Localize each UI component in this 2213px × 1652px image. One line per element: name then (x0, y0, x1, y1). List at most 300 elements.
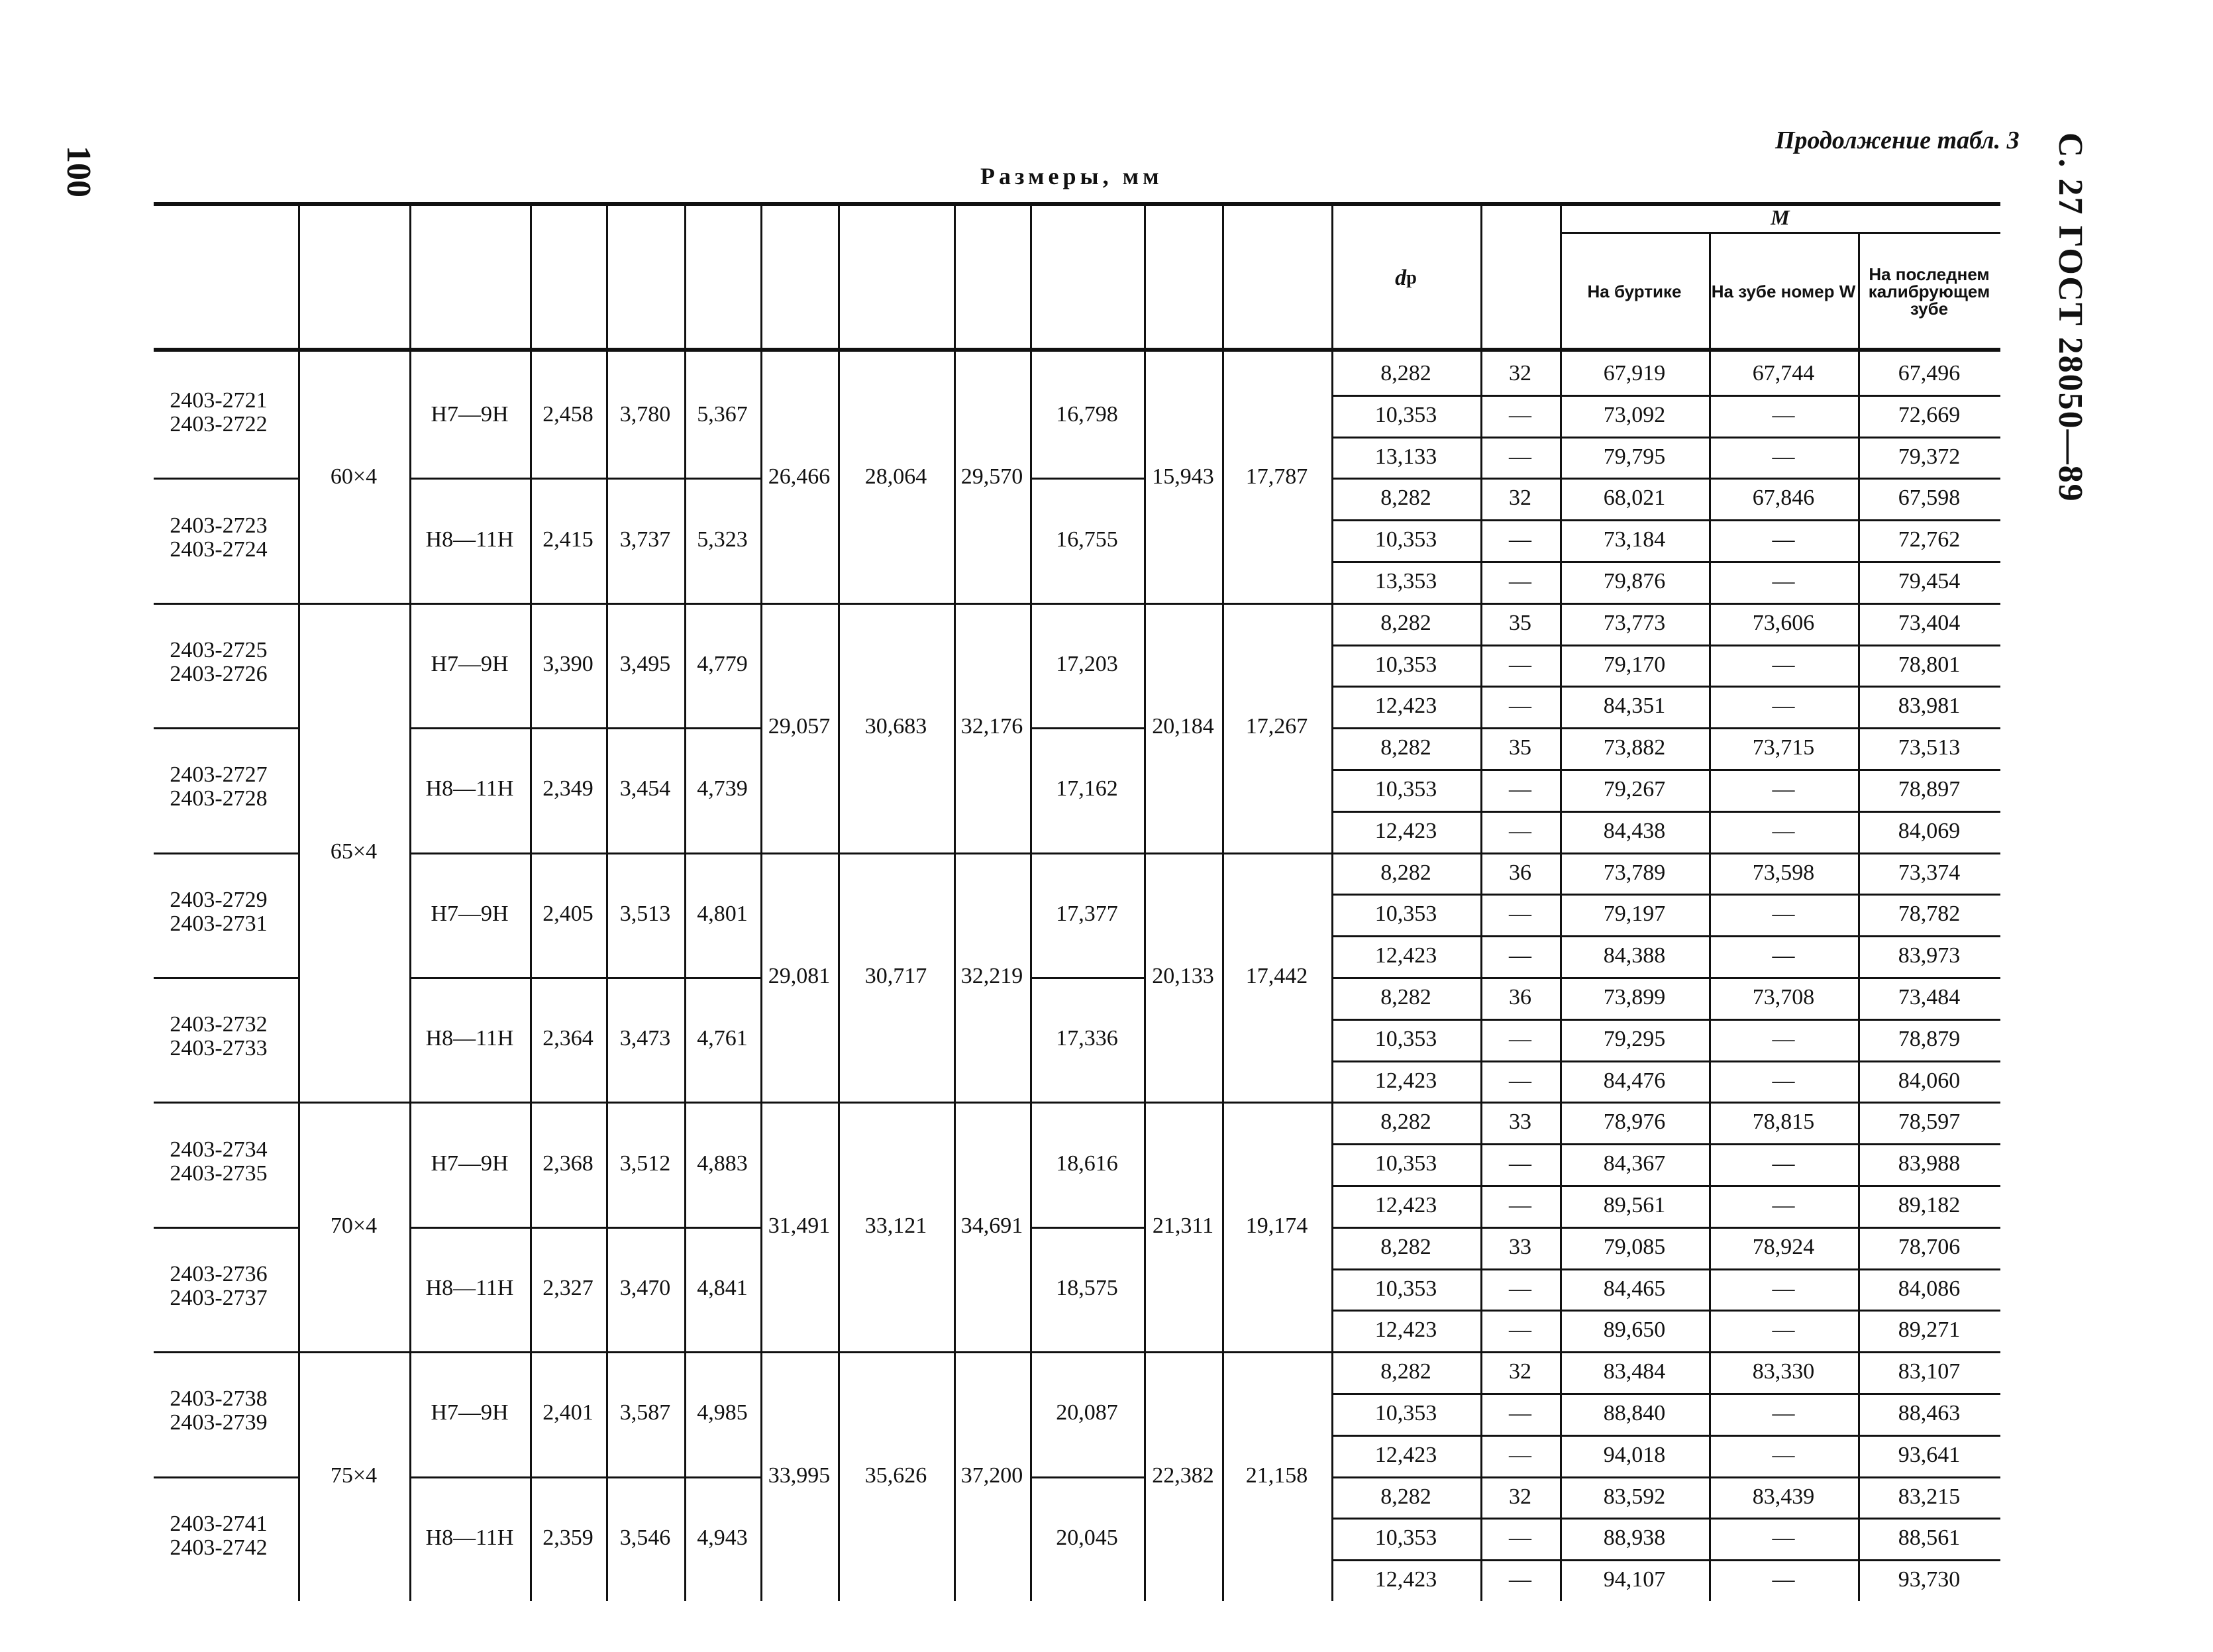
cell-y1: 31,491 (768, 1213, 831, 1238)
cell-m_bortik: 73,092 (1603, 402, 1666, 427)
cell-m_last: 78,706 (1898, 1234, 1961, 1259)
cell-m_zub: 73,708 (1752, 985, 1815, 1009)
cell-m_last: 84,069 (1898, 818, 1961, 843)
cell-m_last: 89,182 (1898, 1193, 1961, 1217)
cell-m_bortik: 84,476 (1603, 1068, 1666, 1093)
cell-m_bortik: 84,367 (1603, 1151, 1666, 1176)
cell-dp: 12,423 (1374, 694, 1437, 719)
cell-w: 32 (1509, 486, 1531, 511)
cell-dp: 10,353 (1374, 777, 1437, 801)
cell-y0: 22,382 (1152, 1463, 1214, 1488)
cell-x1: 2,458 (542, 402, 593, 427)
row-rule (1331, 1185, 2000, 1187)
cell-m_last: 79,454 (1898, 569, 1961, 594)
col-divider (1144, 202, 1146, 1601)
cell-m_last: 88,463 (1898, 1401, 1961, 1425)
cell-m_zub: 78,924 (1752, 1234, 1815, 1259)
cell-m_zub: 83,330 (1752, 1359, 1815, 1384)
col-divider (1222, 202, 1224, 1601)
row-rule (1331, 603, 2000, 605)
cell-r: 17,267 (1245, 714, 1308, 739)
cell-x1: 2,415 (542, 527, 593, 552)
cell-w: 33 (1509, 1110, 1531, 1135)
designation-codes: 2403-2736 2403-2737 (170, 1262, 268, 1310)
cell-m_last: 84,060 (1898, 1068, 1961, 1093)
cell-m_zub: — (1772, 1442, 1795, 1467)
cell-dp: 10,353 (1374, 402, 1437, 427)
cell-m_bortik: 68,021 (1603, 486, 1666, 511)
sub-rule (409, 1476, 760, 1478)
cell-m_last: 78,879 (1898, 1026, 1961, 1051)
cell-y3: 32,219 (960, 964, 1023, 988)
cell-dp: 8,282 (1380, 610, 1431, 635)
sub-rule (409, 1227, 760, 1229)
cell-dp: 8,282 (1380, 1484, 1431, 1509)
cell-x2: 3,473 (619, 1026, 671, 1051)
cell-w: — (1509, 1151, 1531, 1176)
cell-dxm: 60×4 (330, 464, 378, 490)
cell-m_zub: 73,598 (1752, 860, 1815, 885)
row-rule (1331, 1227, 2000, 1229)
cell-y3: 32,176 (960, 714, 1023, 739)
header-m_zub: На зубе номер W (1711, 282, 1856, 301)
cell-x3: 4,841 (697, 1276, 748, 1300)
cell-y0: 20,184 (1152, 714, 1214, 739)
cell-m_zub: — (1772, 444, 1795, 469)
cell-y1: 33,995 (768, 1463, 831, 1488)
sub-rule (154, 478, 298, 480)
cell-dp: 10,353 (1374, 1026, 1437, 1051)
cell-w: 35 (1509, 735, 1531, 760)
cell-dp: 12,423 (1374, 818, 1437, 843)
cell-w: — (1509, 1567, 1531, 1592)
cell-m_last: 88,561 (1898, 1525, 1961, 1551)
cell-w: — (1509, 444, 1531, 469)
header-y0 (1144, 209, 1222, 348)
sizes-label: Размеры, мм (980, 163, 1163, 189)
header-dxm (298, 209, 409, 348)
cell-x0: 17,377 (1056, 901, 1118, 926)
cell-w: — (1509, 402, 1531, 427)
cell-dp: 12,423 (1374, 943, 1437, 968)
group-rule (154, 852, 298, 854)
row-rule (1331, 1102, 2000, 1104)
cell-x0: 18,616 (1056, 1151, 1118, 1176)
cell-w: — (1509, 569, 1531, 594)
cell-dp: 8,282 (1380, 486, 1431, 511)
cell-m_zub: — (1772, 1525, 1795, 1551)
cell-m_zub: — (1772, 1567, 1795, 1592)
cell-m_last: 83,973 (1898, 943, 1961, 968)
row-rule (1331, 478, 2000, 480)
sub-rule (1030, 478, 1144, 480)
row-rule (1331, 1268, 2000, 1270)
cell-m_bortik: 83,484 (1603, 1359, 1666, 1384)
row-rule (1331, 519, 2000, 521)
cell-y3: 37,200 (960, 1463, 1023, 1488)
cell-m_last: 83,988 (1898, 1151, 1961, 1176)
sub-rule (154, 727, 298, 729)
cell-m_last: 93,641 (1898, 1442, 1961, 1467)
cell-y2: 28,064 (864, 464, 927, 490)
cell-w: 36 (1509, 860, 1531, 885)
cell-m_bortik: 73,184 (1603, 527, 1666, 552)
cell-x3: 4,739 (697, 776, 748, 801)
cell-m_bortik: 73,882 (1603, 735, 1666, 760)
cell-x1: 2,368 (542, 1151, 593, 1176)
cell-m_bortik: 84,388 (1603, 943, 1666, 968)
cell-m_last: 67,496 (1898, 361, 1961, 386)
cell-dp: 13,353 (1374, 569, 1437, 594)
cell-m_bortik: 84,351 (1603, 694, 1666, 719)
group-rule (409, 852, 1331, 854)
row-rule (1331, 1476, 2000, 1478)
cell-y1: 26,466 (768, 464, 831, 490)
row-rule (1331, 727, 2000, 729)
cell-m_bortik: 78,976 (1603, 1110, 1666, 1135)
cell-y1: 29,057 (768, 714, 831, 739)
row-rule (1331, 769, 2000, 771)
cell-w: 36 (1509, 985, 1531, 1009)
cell-m_bortik: 73,773 (1603, 610, 1666, 635)
header-y1 (760, 209, 838, 348)
cell-w: — (1509, 777, 1531, 801)
header-y2 (838, 209, 954, 348)
row-rule (1331, 395, 2000, 397)
cell-x3: 4,779 (697, 652, 748, 676)
designation-codes: 2403-2741 2403-2742 (170, 1511, 268, 1560)
cell-m_zub: — (1772, 1317, 1795, 1343)
cell-m_bortik: 79,795 (1603, 444, 1666, 469)
cell-m_last: 83,981 (1898, 694, 1961, 719)
cell-y2: 30,683 (864, 714, 927, 739)
header-x1 (530, 209, 606, 348)
cell-m_bortik: 79,197 (1603, 902, 1666, 927)
cell-dp: 8,282 (1380, 860, 1431, 885)
cell-x2: 3,587 (619, 1400, 671, 1425)
group-rule (409, 1351, 1331, 1353)
cell-m_zub: — (1772, 1193, 1795, 1217)
side-header: С. 27 ГОСТ 28050—89 (2051, 132, 2089, 503)
cell-dxm: 65×4 (330, 839, 378, 864)
cell-dp: 8,282 (1380, 735, 1431, 760)
cell-m_zub: 78,815 (1752, 1110, 1815, 1135)
cell-dp: 10,353 (1374, 652, 1437, 677)
cell-w: — (1509, 1401, 1531, 1425)
row-rule (1331, 645, 2000, 646)
cell-fit: H8—11H (425, 527, 514, 552)
group-rule (154, 603, 298, 605)
cell-x2: 3,546 (619, 1525, 671, 1550)
cell-w: — (1509, 1276, 1531, 1301)
cell-dp: 12,423 (1374, 1068, 1437, 1093)
designation-codes: 2403-2725 2403-2726 (170, 638, 268, 686)
sub-rule (409, 727, 760, 729)
col-divider (838, 202, 840, 1601)
cell-m_last: 83,215 (1898, 1484, 1961, 1509)
designation-codes: 2403-2729 2403-2731 (170, 887, 268, 936)
cell-m_bortik: 89,561 (1603, 1193, 1666, 1217)
cell-dxm: 75×4 (330, 1463, 378, 1488)
cell-y2: 33,121 (864, 1213, 927, 1238)
m-group-rule (1560, 232, 2000, 234)
col-divider (954, 202, 956, 1601)
cell-w: — (1509, 1525, 1531, 1551)
cell-fit: H8—11H (425, 1026, 514, 1051)
cell-w: — (1509, 1317, 1531, 1343)
sub-rule (1030, 1227, 1144, 1229)
cell-x1: 2,349 (542, 776, 593, 801)
page-number: 100 (60, 146, 97, 197)
designation-codes: 2403-2734 2403-2735 (170, 1137, 268, 1186)
cell-m_bortik: 67,919 (1603, 361, 1666, 386)
cell-dp: 12,423 (1374, 1317, 1437, 1343)
header-x2 (606, 209, 684, 348)
cell-m_zub: — (1772, 1026, 1795, 1051)
cell-m_bortik: 79,295 (1603, 1026, 1666, 1051)
sub-rule (1030, 977, 1144, 979)
cell-m_last: 89,271 (1898, 1317, 1961, 1343)
group-rule (298, 1351, 409, 1353)
cell-fit: H7—9H (431, 1151, 509, 1176)
cell-m_zub: — (1772, 1151, 1795, 1176)
cell-m_zub: — (1772, 402, 1795, 427)
cell-x1: 3,390 (542, 652, 593, 676)
cell-x2: 3,512 (619, 1151, 671, 1176)
col-divider (760, 202, 762, 1601)
cell-m_zub: — (1772, 902, 1795, 927)
cell-x0: 20,087 (1056, 1400, 1118, 1425)
row-rule (1331, 561, 2000, 563)
cell-x2: 3,737 (619, 527, 671, 552)
header-dp-sub: p (1406, 268, 1417, 288)
cell-m_bortik: 79,267 (1603, 777, 1666, 801)
cell-x3: 5,323 (697, 527, 748, 552)
cell-dp: 12,423 (1374, 1442, 1437, 1467)
cell-w: 32 (1509, 1484, 1531, 1509)
header-designation (154, 209, 298, 348)
cell-dp: 10,353 (1374, 1276, 1437, 1301)
cell-x3: 4,761 (697, 1026, 748, 1051)
cell-m_zub: 73,606 (1752, 610, 1815, 635)
cell-r: 19,174 (1245, 1213, 1308, 1238)
cell-x2: 3,513 (619, 901, 671, 926)
cell-m_bortik: 84,465 (1603, 1276, 1666, 1301)
group-rule (409, 603, 1331, 605)
row-rule (1331, 1143, 2000, 1145)
cell-dp: 12,423 (1374, 1193, 1437, 1217)
sub-rule (409, 478, 760, 480)
header-dp (1331, 209, 1480, 348)
cell-x3: 5,367 (697, 402, 748, 427)
cell-x2: 3,495 (619, 652, 671, 676)
cell-w: — (1509, 943, 1531, 968)
cell-x3: 4,801 (697, 901, 748, 926)
row-rule (1331, 437, 2000, 439)
cell-x0: 20,045 (1056, 1525, 1118, 1550)
cell-m_zub: 67,846 (1752, 486, 1815, 511)
row-rule (1331, 1060, 2000, 1062)
cell-m_zub: — (1772, 694, 1795, 719)
row-rule (1331, 894, 2000, 896)
cell-m_bortik: 73,789 (1603, 860, 1666, 885)
cell-fit: H7—9H (431, 402, 509, 427)
cell-w: — (1509, 527, 1531, 552)
cell-m_bortik: 89,650 (1603, 1317, 1666, 1343)
cell-m_zub: 73,715 (1752, 735, 1815, 760)
cell-r: 21,158 (1245, 1463, 1308, 1488)
cell-dp: 8,282 (1380, 1110, 1431, 1135)
group-rule (298, 603, 409, 605)
cell-m_zub: — (1772, 652, 1795, 677)
cell-m_zub: 67,744 (1752, 361, 1815, 386)
cell-dp: 8,282 (1380, 1359, 1431, 1384)
cell-m_last: 83,107 (1898, 1359, 1961, 1384)
cell-m_last: 93,730 (1898, 1567, 1961, 1592)
cell-w: — (1509, 1193, 1531, 1217)
header-y3 (954, 209, 1030, 348)
cell-x1: 2,405 (542, 901, 593, 926)
cell-w: — (1509, 818, 1531, 843)
cell-fit: H7—9H (431, 652, 509, 676)
designation-codes: 2403-2723 2403-2724 (170, 513, 268, 562)
designation-codes: 2403-2727 2403-2728 (170, 762, 268, 811)
header-m: M (1771, 205, 1790, 229)
row-rule (1331, 1019, 2000, 1021)
cell-m_zub: 83,439 (1752, 1484, 1815, 1509)
cell-m_last: 73,484 (1898, 985, 1961, 1009)
cell-dp: 10,353 (1374, 1525, 1437, 1551)
row-rule (1331, 1518, 2000, 1520)
cell-dp: 12,423 (1374, 1567, 1437, 1592)
col-divider (298, 202, 300, 1601)
cell-x1: 2,359 (542, 1525, 593, 1550)
row-rule (1331, 811, 2000, 813)
cell-dp: 8,282 (1380, 1234, 1431, 1259)
cell-m_last: 72,762 (1898, 527, 1961, 552)
group-rule (298, 1102, 409, 1104)
row-rule (1331, 977, 2000, 979)
header-m_bortik: На буртике (1587, 282, 1682, 301)
cell-x0: 17,336 (1056, 1026, 1118, 1051)
cell-w: — (1509, 694, 1531, 719)
cell-m_last: 73,374 (1898, 860, 1961, 885)
sub-rule (1030, 1476, 1144, 1478)
cell-w: 32 (1509, 1359, 1531, 1384)
cell-m_zub: — (1772, 1401, 1795, 1425)
cell-x2: 3,780 (619, 402, 671, 427)
cell-x2: 3,454 (619, 776, 671, 801)
row-rule (1331, 686, 2000, 688)
header-w (1480, 209, 1560, 348)
cell-m_bortik: 79,876 (1603, 569, 1666, 594)
cell-dp: 10,353 (1374, 902, 1437, 927)
cell-y2: 35,626 (864, 1463, 927, 1488)
sub-rule (154, 1227, 298, 1229)
cell-m_bortik: 83,592 (1603, 1484, 1666, 1509)
cell-dp: 10,353 (1374, 527, 1437, 552)
cell-m_last: 78,597 (1898, 1110, 1961, 1135)
cell-m_zub: — (1772, 1276, 1795, 1301)
cell-m_zub: — (1772, 569, 1795, 594)
sub-rule (154, 977, 298, 979)
group-rule (154, 1351, 298, 1353)
cell-m_bortik: 94,018 (1603, 1442, 1666, 1467)
cell-m_bortik: 94,107 (1603, 1567, 1666, 1592)
cell-m_zub: — (1772, 777, 1795, 801)
header-x3 (684, 209, 760, 348)
row-rule (1331, 935, 2000, 937)
cell-fit: H8—11H (425, 1276, 514, 1300)
cell-dp: 10,353 (1374, 1151, 1437, 1176)
cell-m_last: 78,801 (1898, 652, 1961, 677)
cell-x2: 3,470 (619, 1276, 671, 1300)
row-rule (1331, 1310, 2000, 1312)
cell-m_bortik: 73,899 (1603, 985, 1666, 1009)
cell-w: — (1509, 1068, 1531, 1093)
cell-y3: 34,691 (960, 1213, 1023, 1238)
cell-m_last: 72,669 (1898, 402, 1961, 427)
cell-m_zub: — (1772, 943, 1795, 968)
row-rule (1331, 1393, 2000, 1395)
row-rule (1331, 1351, 2000, 1353)
cell-fit: H8—11H (425, 1525, 514, 1550)
cell-m_bortik: 79,085 (1603, 1234, 1666, 1259)
cell-x0: 18,575 (1056, 1276, 1118, 1300)
cell-w: 35 (1509, 610, 1531, 635)
cell-m_last: 73,404 (1898, 610, 1961, 635)
cell-x1: 2,364 (542, 1026, 593, 1051)
cell-m_last: 78,782 (1898, 902, 1961, 927)
row-rule (1331, 1559, 2000, 1561)
row-rule (1331, 1435, 2000, 1437)
cell-w: — (1509, 652, 1531, 677)
sub-rule (154, 1476, 298, 1478)
cell-dp: 13,133 (1374, 444, 1437, 469)
cell-y0: 20,133 (1152, 964, 1214, 988)
cell-m_last: 73,513 (1898, 735, 1961, 760)
continuation-label: Продолжение табл. 3 (1775, 127, 2020, 154)
cell-m_last: 79,372 (1898, 444, 1961, 469)
cell-x0: 17,162 (1056, 776, 1118, 801)
header-m_last: На последнем калибрующем зубе (1868, 264, 1990, 319)
cell-w: — (1509, 1026, 1531, 1051)
sub-rule (409, 977, 760, 979)
designation-codes: 2403-2732 2403-2733 (170, 1012, 268, 1061)
cell-x3: 4,985 (697, 1400, 748, 1425)
cell-m_bortik: 84,438 (1603, 818, 1666, 843)
cell-r: 17,442 (1245, 964, 1308, 988)
cell-dp: 8,282 (1380, 361, 1431, 386)
designation-codes: 2403-2738 2403-2739 (170, 1386, 268, 1435)
cell-m_zub: — (1772, 527, 1795, 552)
cell-w: 33 (1509, 1234, 1531, 1259)
header-fits (409, 209, 530, 348)
cell-y0: 21,311 (1152, 1213, 1214, 1238)
header-dp-letter: d (1395, 266, 1407, 290)
cell-w: — (1509, 1442, 1531, 1467)
cell-x0: 17,203 (1056, 652, 1118, 676)
cell-r: 17,787 (1245, 464, 1308, 490)
cell-m_last: 67,598 (1898, 486, 1961, 511)
cell-m_zub: — (1772, 818, 1795, 843)
cell-m_bortik: 88,938 (1603, 1525, 1666, 1551)
cell-x0: 16,798 (1056, 402, 1118, 427)
cell-dp: 10,353 (1374, 1401, 1437, 1425)
cell-dp: 8,282 (1380, 985, 1431, 1009)
cell-fit: H7—9H (431, 1400, 509, 1425)
header-bottom-rule (154, 348, 2000, 352)
